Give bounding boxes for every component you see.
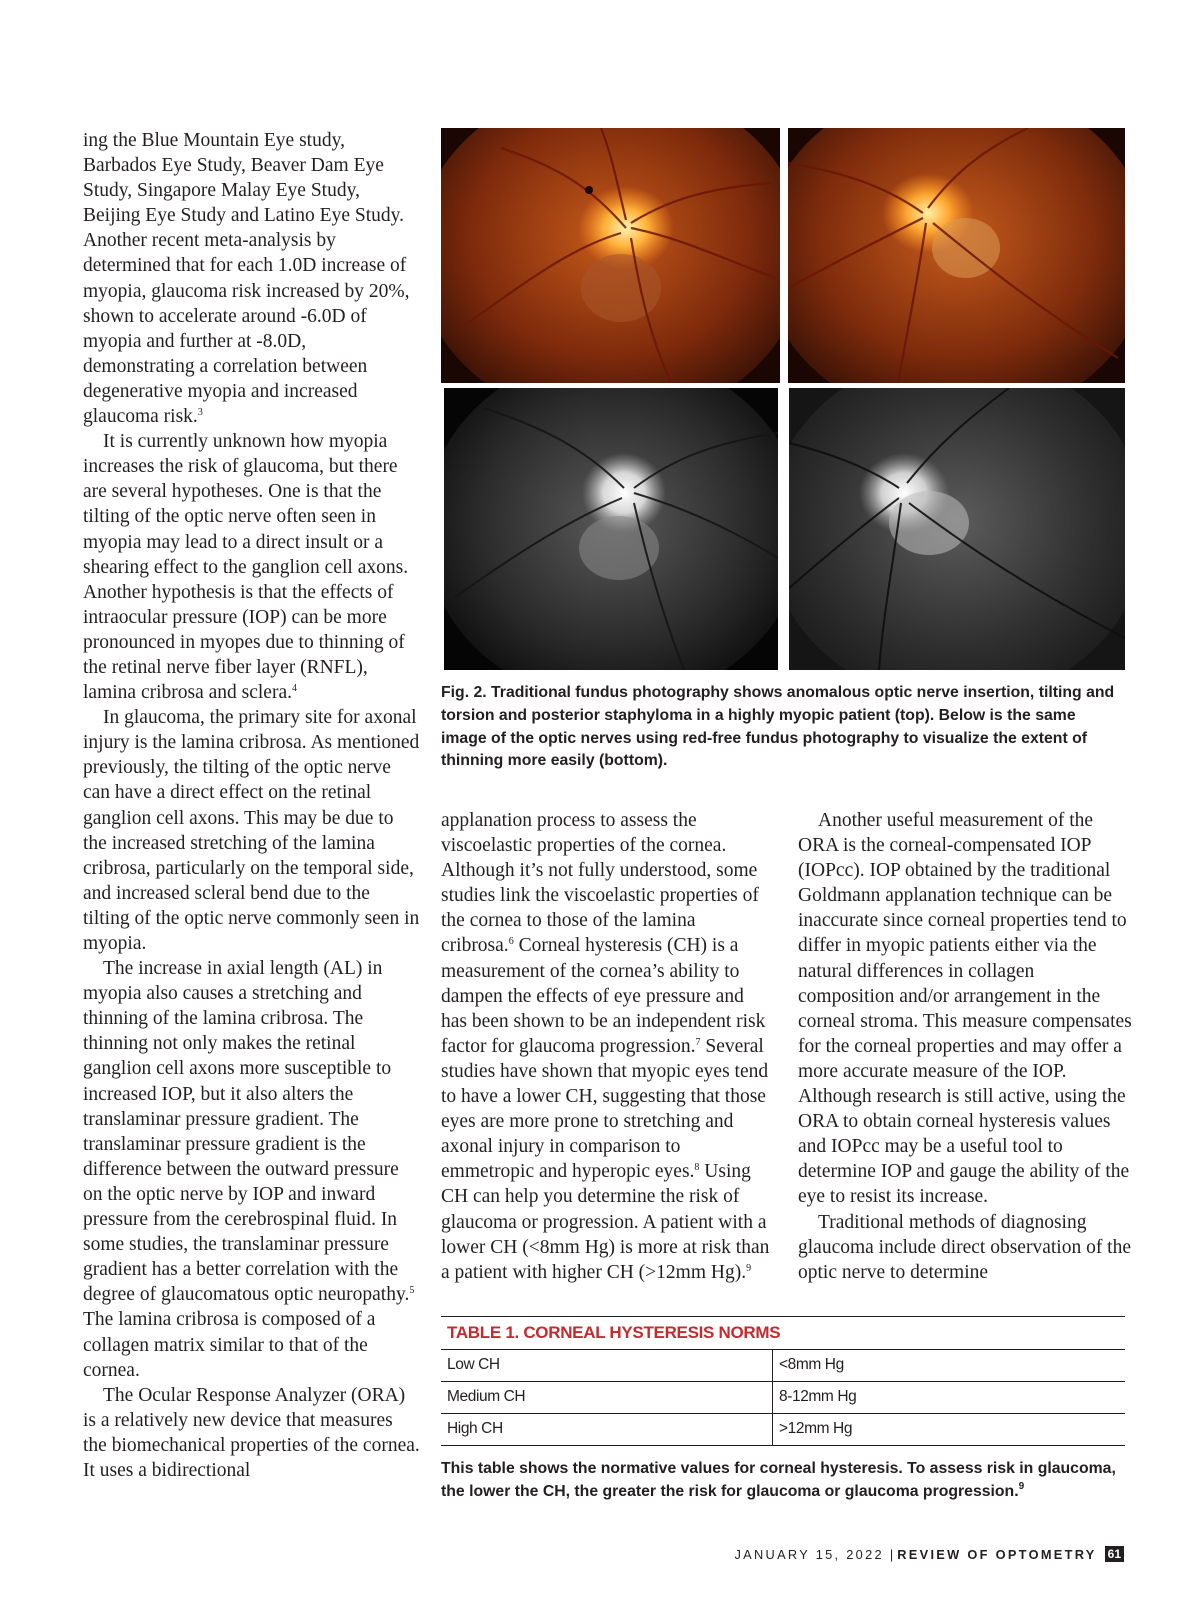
paragraph: Another useful measurement of the ORA is the corneal-compensated IOP (IOPcc). IOP obtained by the traditional Goldmann applanation technique can be inaccurate since corneal properties tend to differ in myopic patients either via the natural differences in collagen composition and/or arrangement in the corneal stroma. This measure compensates for the corneal properties and may offer a more accurate measure of the IOP. Although research is still active, using the ORA to obtain corneal hysteresis values and IOPcc may be a useful tool to determine IOP and gauge the ability of the eye to resist its increase. <box>798 810 1132 1208</box>
paragraph: It is currently unknown how myopia increases the risk of glaucoma, but there are several hypotheses. One is that the tilting of the optic nerve often seen in myopia may lead to a direct insult or a shearing effect to the ganglion cell axons. Another hypothesis is that the effects of intraocular pressure (IOP) can be more pronounced in myopes due to thinning of the retinal nerve fiber layer (RNFL), lamina cribrosa and sclera.$^4$ <box>83 431 409 704</box>
paragraph: Traditional methods of diagnosing glaucoma include direct observation of the optic nerve to determine <box>798 1211 1132 1283</box>
reference-marker: 3 <box>197 407 203 419</box>
table-cell-value: >12mm Hg <box>779 1420 853 1437</box>
paragraph: ing the Blue Mountain Eye study, Barbados Eye Study, Beaver Dam Eye Study, Singapore Malay Eye Study, Beijing Eye Study and Latino Eye Study. Another recent meta-analysis by determined that for each 1.0D increase of myopia, glaucoma risk increased by 20%, shown to accelerate around -6.0D of myopia and further at -8.0D, demonstrating a correlation between degenerative myopia and increased glaucoma risk.$^3$ <box>83 130 410 428</box>
reference-marker: 5 <box>409 1285 415 1297</box>
text-column-1 <box>83 128 421 1483</box>
fundus-photo-color-right <box>788 128 1125 383</box>
issue-date: JANUARY 15, 2022 <box>734 1546 884 1562</box>
fundus-photo-color-left <box>441 128 780 383</box>
reference-marker: 9 <box>746 1262 752 1274</box>
table-caption: This table shows the normative values for corneal hysteresis. To assess risk in glaucoma, the lower the CH, the greater the risk for glaucoma or glaucoma progression.$^9$ <box>441 1460 1116 1500</box>
table-cell-value: <8mm Hg <box>779 1356 844 1373</box>
reference-marker: 4 <box>292 683 297 695</box>
table-cell-label: High CH <box>441 1414 773 1445</box>
figure-caption: Fig. 2. Traditional fundus photography shows anomalous optic nerve insertion, tilting and torsion and posterior staphyloma in a highly myopic patient (top). Below is the same image of the optic nerves using red-free fundus photography to visualize the extent of thinning more easily (bottom). <box>441 684 1115 770</box>
paragraph: The Ocular Response Analyzer (ORA) is a relatively new device that measures the biomechanical properties of the cornea. It uses a bidirectional <box>83 1384 420 1481</box>
table-row <box>441 1414 1125 1446</box>
page-number: 61 <box>1105 1546 1124 1562</box>
table-title: TABLE 1. CORNEAL HYSTERESIS NORMS <box>441 1316 1125 1350</box>
reference-marker: 6 <box>508 936 514 948</box>
table-cell-value: 8-12mm Hg <box>779 1388 857 1405</box>
paragraph: In glaucoma, the primary site for axonal injury is the lamina cribrosa. As mentioned previously, the tilting of the optic nerve can have a direct effect on the retinal ganglion cell axons. This may be due to the increased stretching of the lamina cribrosa, particularly on the temporal side, and increased scleral bend due to the tilting of the optic nerve commonly seen in myopia. <box>83 707 420 954</box>
fundus-figure <box>441 128 1125 670</box>
fundus-photo-red-free-right <box>789 388 1125 670</box>
table-cell-label: Low CH <box>441 1350 773 1381</box>
page-footer <box>734 1546 1124 1562</box>
reference-marker: 8 <box>694 1162 700 1174</box>
fundus-photo-red-free-left <box>444 388 778 670</box>
paragraph: The increase in axial length (AL) in myopia also causes a stretching and thinning of the lamina cribrosa. The thinning not only makes the retinal ganglion cell axons more susceptible to increased IOP, but it also alters the translaminar pressure gradient. The translaminar pressure gradient is the difference between the outward pressure on the optic nerve by IOP and inward pressure from the cerebrospinal fluid. In some studies, the translaminar pressure gradient has a better correlation with the degree of glaucomatous optic neuropathy.$^5$ The lamina cribrosa is composed of a collagen matrix similar to that of the cornea. <box>83 958 415 1381</box>
publication-name: REVIEW OF OPTOMETRY <box>897 1546 1097 1562</box>
reference-marker: 9 <box>1018 1480 1025 1492</box>
footer-separator: | <box>889 1546 894 1562</box>
paragraph: applanation process to assess the viscoelastic properties of the cornea. Although it’s not fully understood, some studies link the viscoelastic properties of the cornea to those of the lamina cribrosa.$^6$ Corneal hysteresis (CH) is a measurement of the cornea’s ability to dampen the effects of eye pressure and has been shown to be an independent risk factor for glaucoma progression.$^7$ Several studies have shown that myopic eyes tend to have a lower CH, suggesting that those eyes are more prone to stretching and axonal injury in comparison to emmetropic and hyperopic eyes.$^8$ Using CH can help you determine the risk of glaucoma or progression. A patient with a lower CH (<8mm Hg) is more at risk than a patient with higher CH (>12mm Hg).$^9$ <box>441 810 770 1283</box>
text-column-2 <box>441 808 771 1285</box>
table-row <box>441 1350 1125 1382</box>
text-column-3 <box>798 808 1132 1285</box>
table-cell-label: Medium CH <box>441 1382 773 1413</box>
reference-marker: 7 <box>695 1036 701 1048</box>
corneal-hysteresis-table <box>441 1316 1125 1446</box>
table-row <box>441 1382 1125 1414</box>
